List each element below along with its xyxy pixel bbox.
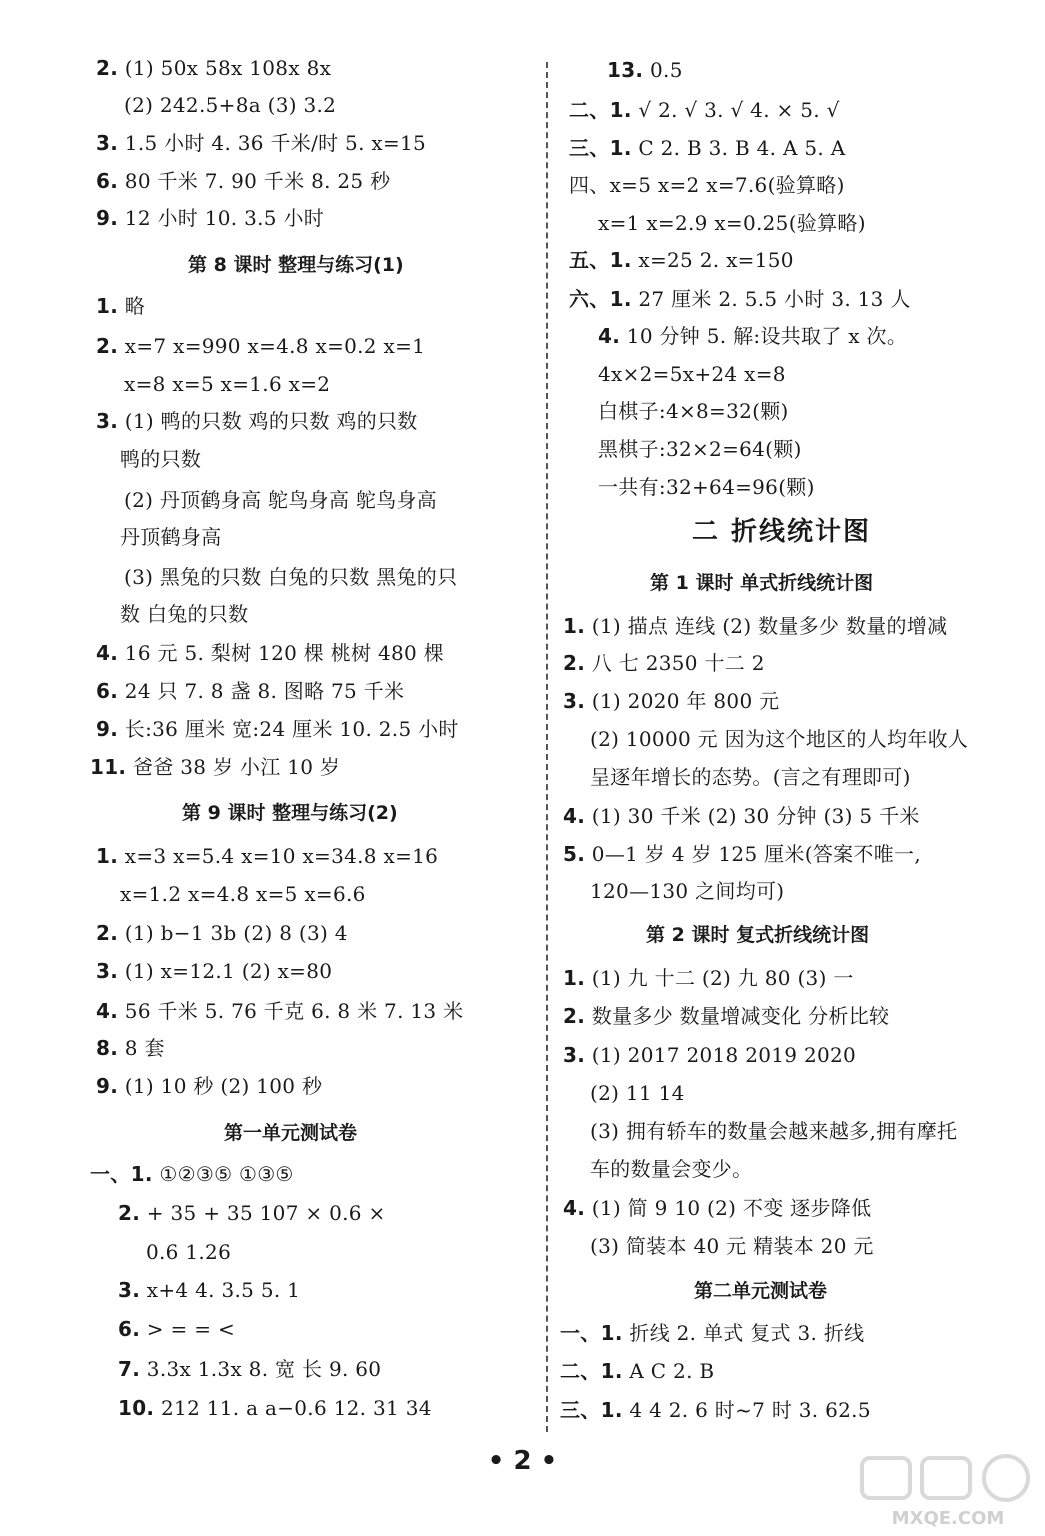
answer-text: 120—130 之间均可) [590,879,785,903]
answer-text: 56 千米 5. 76 千克 6. 8 米 7. 13 米 [124,999,464,1023]
answer-line [90,1161,294,1187]
question-number: 3. [96,959,119,983]
answer-text: x+4 4. 3.5 5. 1 [146,1278,301,1302]
question-number: 2. [96,334,119,358]
answer-text: 27 厘米 2. 5.5 小时 3. 13 人 [638,287,911,311]
question-number: 10. [118,1396,155,1420]
question-number: 二、1. [569,98,632,122]
answer-text: x=3 x=5.4 x=10 x=34.8 x=16 [124,844,439,868]
svg-text:MXQE.COM: MXQE.COM [891,1508,1005,1529]
answer-line [96,843,438,869]
answer-line [96,920,348,946]
answer-text: (1) 描点 连线 (2) 数量多少 数量的增减 [591,614,948,638]
watermark-logo [858,1454,1038,1530]
answer-line [598,323,907,349]
answer-line [563,688,779,714]
answer-line [563,1195,871,1221]
question-number: 6. [96,169,119,193]
answer-text: 1.5 小时 4. 36 千米/时 5. x=15 [124,131,427,155]
answer-text: 一共有:32+64=96(颗) [598,475,815,499]
answer-text: (1) 50x 58x 108x 8x [124,56,332,80]
answer-text: (1) 2020 年 800 元 [591,689,780,713]
section-heading: 第 1 课时 单式折线统计图 [650,572,874,594]
question-number: 11. [90,755,127,779]
question-number: 二、1. [560,1359,623,1383]
answer-text: A C 2. B [629,1359,715,1383]
answer-text: 丹顶鹤身高 [120,525,222,549]
answer-text: 12 小时 10. 3.5 小时 [124,206,325,230]
question-number: 三、1. [569,136,632,160]
section-heading: 第 8 课时 整理与练习(1) [188,254,404,276]
question-number: 7. [118,1357,141,1381]
answer-text: 爸爸 38 岁 小江 10 岁 [133,755,341,779]
answer-line [607,57,683,83]
question-number: 5. [563,842,586,866]
answer-line [118,1395,432,1421]
answer-line [590,1118,957,1144]
answer-text: (3) 简装本 40 元 精装本 20 元 [590,1234,874,1258]
question-number: 六、1. [569,287,632,311]
answer-line [120,601,248,627]
question-number: 4. [563,1196,586,1220]
answer-text: + 35 + 35 107 × 0.6 × [146,1201,386,1225]
answer-text: 0.6 1.26 [146,1240,232,1264]
answer-line [120,446,201,472]
answer-line [96,998,463,1024]
answer-line [563,613,947,639]
answer-text: 黑棋子:32×2=64(颗) [598,437,802,461]
answer-line [590,1156,752,1182]
answer-line [120,524,222,550]
answer-text: (3) 黑兔的只数 白兔的只数 黑兔的只 [124,565,458,589]
answer-text: 略 [124,294,146,318]
answer-line [560,1397,871,1423]
answer-text: ①②③⑤ ①③⑤ [159,1162,294,1186]
answer-line [569,172,845,198]
answer-line [563,1042,856,1068]
answer-text: 车的数量会变少。 [590,1157,753,1181]
answer-line [590,764,911,790]
answer-line [124,487,437,513]
answer-line [598,436,802,462]
question-number: 2. [96,921,119,945]
answer-text: 数 白兔的只数 [120,602,249,626]
answer-line [590,726,968,752]
question-number: 3. [96,131,119,155]
answer-text: 10 分钟 5. 解:设共取了 x 次。 [626,324,908,348]
question-number: 6. [96,679,119,703]
question-number: 4. [563,804,586,828]
answer-text: 数量多少 数量增减变化 分析比较 [591,1004,890,1028]
question-number: 13. [607,58,644,82]
section-heading: 第二单元测试卷 [694,1280,828,1302]
answer-line [96,408,418,434]
answer-text: x=25 2. x=150 [638,248,794,272]
question-number: 3. [563,689,586,713]
answer-text: (2) 10000 元 因为这个地区的人均年收人 [590,727,969,751]
question-number: 4. [598,324,621,348]
question-number: 1. [563,966,586,990]
answer-text: (3) 拥有轿车的数量会越来越多,拥有摩托 [590,1119,958,1143]
answer-text: 白棋子:4×8=32(颗) [598,399,789,423]
answer-line [124,371,330,397]
answer-text: (1) b−1 3b (2) 8 (3) 4 [124,921,348,945]
answer-text: C 2. B 3. B 4. A 5. A [638,136,846,160]
answer-line [124,564,457,590]
answer-line [96,1035,165,1061]
answer-text: 呈逐年增长的态势。(言之有理即可) [590,765,911,789]
answer-text: (2) 丹顶鹤身高 鸵鸟身高 鸵鸟身高 [124,488,438,512]
answer-line [118,1316,235,1342]
answer-line [598,398,789,424]
question-number: 9. [96,1074,119,1098]
question-number: 五、1. [569,248,632,272]
question-number: 9. [96,206,119,230]
answer-line [96,130,426,156]
question-number: 3. [563,1043,586,1067]
answer-text: 长:36 厘米 宽:24 厘米 10. 2.5 小时 [124,717,459,741]
question-number: 8. [96,1036,119,1060]
answer-line [96,678,404,704]
answer-line [96,333,425,359]
section-heading: 第 9 课时 整理与练习(2) [182,802,398,824]
answer-text: (1) 2017 2018 2019 2020 [591,1043,857,1067]
answer-text: 四、x=5 x=2 x=7.6(验算略) [569,173,845,197]
answer-line [569,97,840,123]
answer-line [563,650,765,676]
question-number: 6. [118,1317,141,1341]
answer-line [118,1356,381,1382]
question-number: 9. [96,717,119,741]
question-number: 一、1. [90,1162,153,1186]
answer-line [560,1358,714,1384]
column-divider [546,62,548,1432]
section-heading: 第 2 课时 复式折线统计图 [646,924,870,946]
answer-text: 4x×2=5x+24 x=8 [598,362,786,386]
question-number: 4. [96,999,119,1023]
answer-text: (1) 简 9 10 (2) 不变 逐步降低 [591,1196,872,1220]
chapter-heading: 二 折线统计图 [692,517,872,547]
answer-text: 折线 2. 单式 复式 3. 折线 [629,1321,865,1345]
question-number: 2. [96,56,119,80]
question-number: 一、1. [560,1321,623,1345]
answer-text: 八 七 2350 十二 2 [591,651,765,675]
answer-text: (2) 11 14 [590,1081,685,1105]
answer-line [598,210,866,236]
answer-line [563,841,921,867]
question-number: 4. [96,641,119,665]
answer-line [96,958,332,984]
answer-text: (2) 242.5+8a (3) 3.2 [124,93,337,117]
answer-line [563,965,854,991]
answer-line [560,1320,864,1346]
answer-line [118,1200,386,1226]
answer-line [96,640,444,666]
answer-line [569,286,911,312]
answer-text: (1) x=12.1 (2) x=80 [124,959,333,983]
answer-text: 4 4 2. 6 时~7 时 3. 62.5 [629,1398,871,1422]
answer-text: 0.5 [650,58,683,82]
answer-text: (1) 10 秒 (2) 100 秒 [124,1074,323,1098]
answer-text: 0—1 岁 4 岁 125 厘米(答案不唯一, [591,842,921,866]
answer-text: 80 千米 7. 90 千米 8. 25 秒 [124,169,391,193]
answer-line [90,754,340,780]
answer-line [96,55,331,81]
answer-text: 24 只 7. 8 盏 8. 图略 75 千米 [124,679,405,703]
question-number: 2. [563,1004,586,1028]
question-number: 1. [96,294,119,318]
question-number: 3. [118,1278,141,1302]
answer-text: √ 2. √ 3. √ 4. × 5. √ [638,98,840,122]
answer-line [96,168,390,194]
question-number: 2. [118,1201,141,1225]
answer-text: 212 11. a a−0.6 12. 31 34 [161,1396,432,1420]
question-number: 1. [563,614,586,638]
answer-text: (1) 九 十二 (2) 九 80 (3) 一 [591,966,854,990]
answer-line [569,135,845,161]
answer-line [118,1277,300,1303]
answer-text: 鸭的只数 [120,447,202,471]
answer-line [563,1003,889,1029]
answer-text: (1) 30 千米 (2) 30 分钟 (3) 5 千米 [591,804,920,828]
question-number: 2. [563,651,586,675]
section-heading: 第一单元测试卷 [224,1122,358,1144]
answer-line [590,878,784,904]
answer-line [590,1080,685,1106]
answer-line [569,247,794,273]
answer-line [96,1073,322,1099]
question-number: 3. [96,409,119,433]
answer-line [96,716,459,742]
question-number: 1. [96,844,119,868]
page-number: • 2 • [487,1446,558,1476]
answer-text: x=7 x=990 x=4.8 x=0.2 x=1 [124,334,426,358]
answer-line [590,1233,874,1259]
answer-text: x=8 x=5 x=1.6 x=2 [124,372,331,396]
answer-line [146,1239,231,1265]
answer-text: (1) 鸭的只数 鸡的只数 鸡的只数 [124,409,418,433]
answer-line [96,293,145,319]
answer-text: 3.3x 1.3x 8. 宽 长 9. 60 [146,1357,382,1381]
answer-line [598,474,815,500]
answer-text: 8 套 [124,1036,165,1060]
question-number: 三、1. [560,1398,623,1422]
answer-text: x=1.2 x=4.8 x=5 x=6.6 [120,882,366,906]
answer-line [120,881,366,907]
answer-text: x=1 x=2.9 x=0.25(验算略) [598,211,866,235]
answer-line [563,803,920,829]
answer-text: > = = < [146,1317,236,1341]
answer-line [124,92,336,118]
answer-line [598,361,786,387]
answer-text: 16 元 5. 梨树 120 棵 桃树 480 棵 [124,641,445,665]
answer-line [96,205,324,231]
